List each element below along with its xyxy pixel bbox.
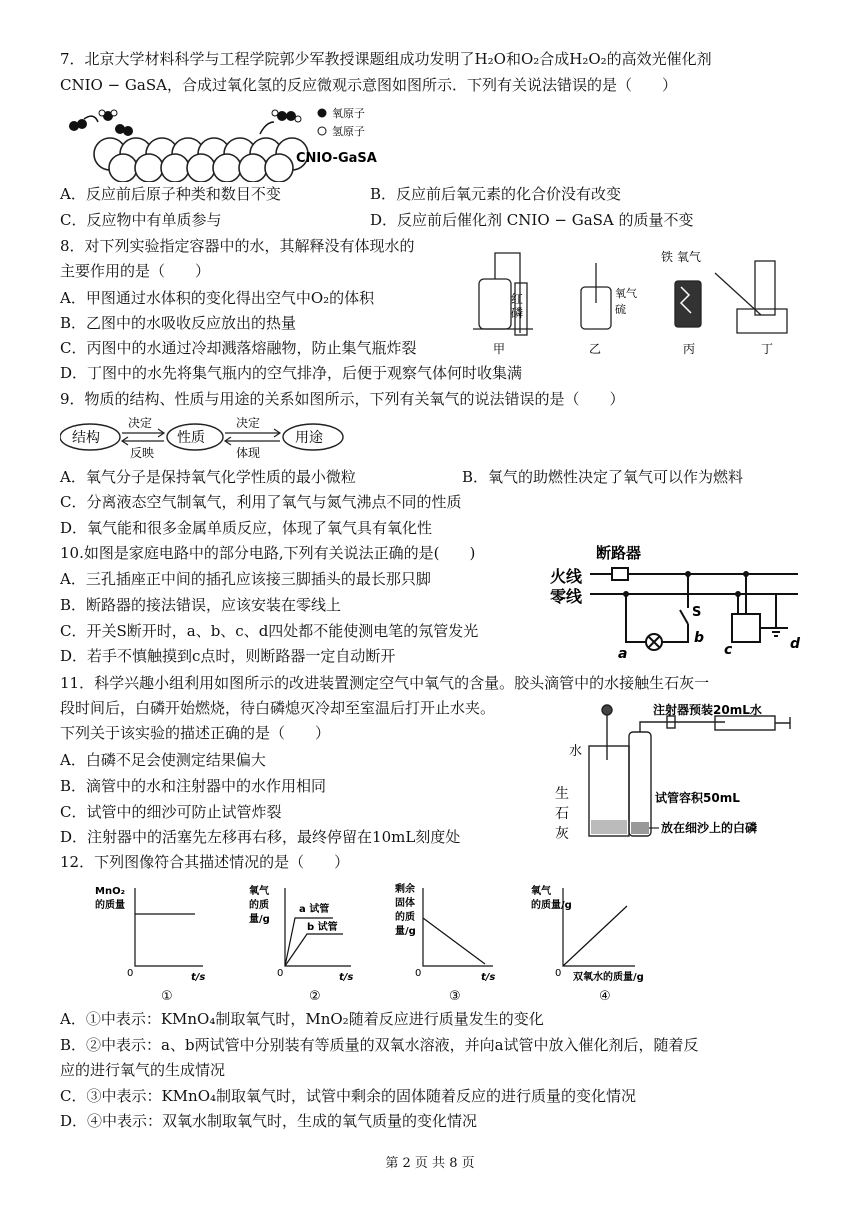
q7-option-b: B．反应前后氧元素的化合价没有改变 bbox=[370, 185, 622, 203]
g2-number: ② bbox=[309, 989, 321, 1004]
q10-point-b: b bbox=[694, 630, 705, 646]
q7-micro-diagram bbox=[60, 104, 400, 182]
q10-point-d: d bbox=[790, 636, 801, 652]
q8-stem-line1: 8．对下列实验指定容器中的水，其解释没有体现水的 bbox=[60, 237, 415, 255]
q10-circuit-figure bbox=[548, 542, 808, 660]
g1-number: ① bbox=[161, 989, 173, 1004]
q11-lime-1: 生 bbox=[555, 786, 569, 802]
q10-point-c: c bbox=[724, 642, 733, 658]
q8-red-p-2: 磷 bbox=[511, 306, 524, 320]
q9-structure: 结构 bbox=[72, 430, 100, 446]
q8-label-yi: 乙 bbox=[589, 342, 602, 356]
g4-origin: 0 bbox=[555, 968, 562, 979]
catalyst-label: CNIO-GaSA bbox=[296, 151, 377, 166]
q9-use: 用途 bbox=[295, 430, 323, 446]
q9-decide-2: 决定 bbox=[236, 416, 261, 430]
g3-ylabel-4: 量/g bbox=[395, 926, 416, 937]
g2-ylabel-1: 氧气 bbox=[249, 886, 269, 897]
q10-live: 火线 bbox=[550, 567, 583, 586]
q10-neutral: 零线 bbox=[550, 587, 583, 606]
q8-label-bing: 丙 bbox=[683, 342, 696, 356]
q11-stem-line3: 下列关于该实验的描述正确的是（ ） bbox=[60, 724, 331, 742]
g3-ylabel-2: 固体 bbox=[395, 898, 415, 909]
g2-xlabel: t/s bbox=[339, 972, 354, 983]
g1-ylabel-2: 的质量 bbox=[95, 900, 125, 911]
q9-embody: 体现 bbox=[236, 446, 261, 460]
q8-red-p-1: 红 bbox=[511, 292, 524, 306]
q8-apparatus-figure bbox=[465, 243, 805, 359]
g2-origin: 0 bbox=[277, 968, 284, 979]
q11-option-d: D．注射器中的活塞先左移再右移，最终停留在10mL刻度处 bbox=[60, 828, 461, 846]
q8-oxygen: 氧气 bbox=[615, 287, 637, 300]
q11-option-c: C．试管中的细沙可防止试管炸裂 bbox=[60, 803, 282, 821]
q10-breaker: 断路器 bbox=[596, 544, 642, 562]
q11-apparatus-figure bbox=[555, 700, 810, 845]
q7-option-d: D．反应前后催化剂 CNIO − GaSA 的质量不变 bbox=[370, 211, 694, 229]
q11-water: 水 bbox=[569, 744, 583, 759]
g3-ylabel-3: 的质 bbox=[395, 912, 415, 923]
q10-option-a: A．三孔插座正中间的插孔应该接三脚插头的最长那只脚 bbox=[60, 570, 431, 588]
q8-label-jia: 甲 bbox=[493, 342, 506, 356]
q9-option-a: A．氧气分子是保持氧气化学性质的最小微粒 bbox=[60, 468, 356, 486]
q10-point-a: a bbox=[618, 646, 628, 660]
q7-option-a: A．反应前后原子种类和数目不变 bbox=[60, 185, 281, 203]
q12-graphs-figure bbox=[95, 882, 655, 1004]
q11-lime-2: 石 bbox=[555, 806, 569, 822]
q11-tube: 试管容积50mL bbox=[655, 791, 740, 805]
g2-curve-b: b 试管 bbox=[307, 922, 338, 933]
legend-oxygen: 氧原子 bbox=[332, 107, 365, 120]
g3-xlabel: t/s bbox=[481, 972, 496, 983]
q8-sulfur: 硫 bbox=[615, 303, 626, 316]
q9-option-b: B．氧气的助燃性决定了氧气可以作为燃料 bbox=[462, 468, 744, 486]
q8-option-c: C．丙图中的水通过冷却溅落熔融物，防止集气瓶炸裂 bbox=[60, 339, 417, 357]
q11-option-a: A．白磷不足会使测定结果偏大 bbox=[60, 751, 266, 769]
page-footer: 第 2 页 共 8 页 bbox=[385, 1156, 475, 1171]
g4-ylabel-1: 氧气 bbox=[531, 886, 551, 897]
g4-number: ④ bbox=[599, 989, 611, 1004]
q11-stem-line2: 段时间后，白磷开始燃烧，待白磷熄灭冷却至室温后打开止水夹。 bbox=[60, 699, 496, 717]
g2-ylabel-3: 量/g bbox=[249, 914, 270, 925]
legend-hydrogen: 氢原子 bbox=[332, 125, 365, 138]
q10-option-c: C．开关S断开时，a、b、c、d四处都不能使测电笔的氖管发光 bbox=[60, 622, 479, 640]
q10-option-d: D．若手不慎触摸到c点时，则断路器一定自动断开 bbox=[60, 647, 396, 665]
q11-stem-line1: 11．科学兴趣小组利用如图所示的改进装置测定空气中氧气的含量。胶头滴管中的水接触生石灰一 bbox=[60, 674, 710, 692]
q11-syringe: 注射器预装20mL水 bbox=[653, 703, 762, 717]
q9-property: 性质 bbox=[177, 430, 205, 446]
q12-option-b-line1: B．②中表示：a、b两试管中分别装有等质量的双氧水溶液，并向a试管中放入催化剂后，随着反 bbox=[60, 1036, 699, 1054]
q12-option-a: A．①中表示：KMnO₄制取氧气时，MnO₂随着反应进行质量发生的变化 bbox=[60, 1010, 544, 1028]
g2-ylabel-2: 的质 bbox=[249, 900, 269, 911]
q8-iron-oxygen: 铁 氧气 bbox=[661, 250, 701, 264]
q9-relation-diagram bbox=[60, 412, 360, 462]
g2-curve-a: a 试管 bbox=[299, 904, 330, 915]
q12-option-d: D．④中表示：双氧水制取氧气时，生成的氧气质量的变化情况 bbox=[60, 1112, 478, 1130]
q8-label-ding: 丁 bbox=[761, 342, 774, 356]
g3-origin: 0 bbox=[415, 968, 422, 979]
q10-stem: 10.如图是家庭电路中的部分电路,下列有关说法正确的是( ) bbox=[60, 544, 476, 562]
q9-stem: 9．物质的结构、性质与用途的关系如图所示，下列有关氧气的说法错误的是（ ） bbox=[60, 390, 625, 408]
g1-origin: 0 bbox=[127, 968, 134, 979]
q9-decide: 决定 bbox=[128, 416, 153, 430]
q9-option-c: C．分离液态空气制氧气，利用了氧气与氮气沸点不同的性质 bbox=[60, 493, 462, 511]
q9-option-d: D．氧气能和很多金属单质反应，体现了氧气具有氧化性 bbox=[60, 519, 433, 537]
g3-number: ③ bbox=[449, 989, 461, 1004]
q12-stem: 12．下列图像符合其描述情况的是（ ） bbox=[60, 853, 350, 871]
q8-option-b: B．乙图中的水吸收反应放出的热量 bbox=[60, 314, 297, 332]
q7-option-c: C．反应物中有单质参与 bbox=[60, 211, 222, 229]
q12-option-c: C．③中表示：KMnO₄制取氧气时，试管中剩余的固体随着反应的进行质量的变化情况 bbox=[60, 1087, 637, 1105]
q11-lime-3: 灰 bbox=[555, 826, 569, 842]
q11-option-b: B．滴管中的水和注射器中的水作用相同 bbox=[60, 777, 327, 795]
q10-option-b: B．断路器的接法错误，应该安装在零线上 bbox=[60, 596, 342, 614]
g1-xlabel: t/s bbox=[191, 972, 206, 983]
q10-switch-s: S bbox=[692, 605, 702, 620]
q12-option-b-line2: 应的进行氧气的生成情况 bbox=[60, 1061, 226, 1079]
q8-stem-line2: 主要作用的是（ ） bbox=[60, 262, 211, 280]
g4-ylabel-2: 的质量/g bbox=[531, 900, 572, 911]
g1-ylabel-1: MnO₂ bbox=[95, 886, 125, 897]
q9-reflect: 反映 bbox=[130, 446, 155, 460]
q11-phosphorus: 放在细沙上的白磷 bbox=[661, 821, 758, 835]
q7-stem-line2: CNIO − GaSA，合成过氧化氢的反应微观示意图如图所示．下列有关说法错误的是（ ） bbox=[60, 76, 677, 94]
q8-option-a: A．甲图通过水体积的变化得出空气中O₂的体积 bbox=[60, 289, 375, 307]
g4-xlabel: 双氧水的质量/g bbox=[573, 972, 644, 983]
g3-ylabel-1: 剩余 bbox=[395, 884, 415, 895]
q7-stem-line1: 7．北京大学材料科学与工程学院郭少军教授课题组成功发明了H₂O和O₂合成H₂O₂的高效光催化剂 bbox=[60, 50, 712, 68]
q8-option-d: D．丁图中的水先将集气瓶内的空气排净，后便于观察气体何时收集满 bbox=[60, 364, 523, 382]
